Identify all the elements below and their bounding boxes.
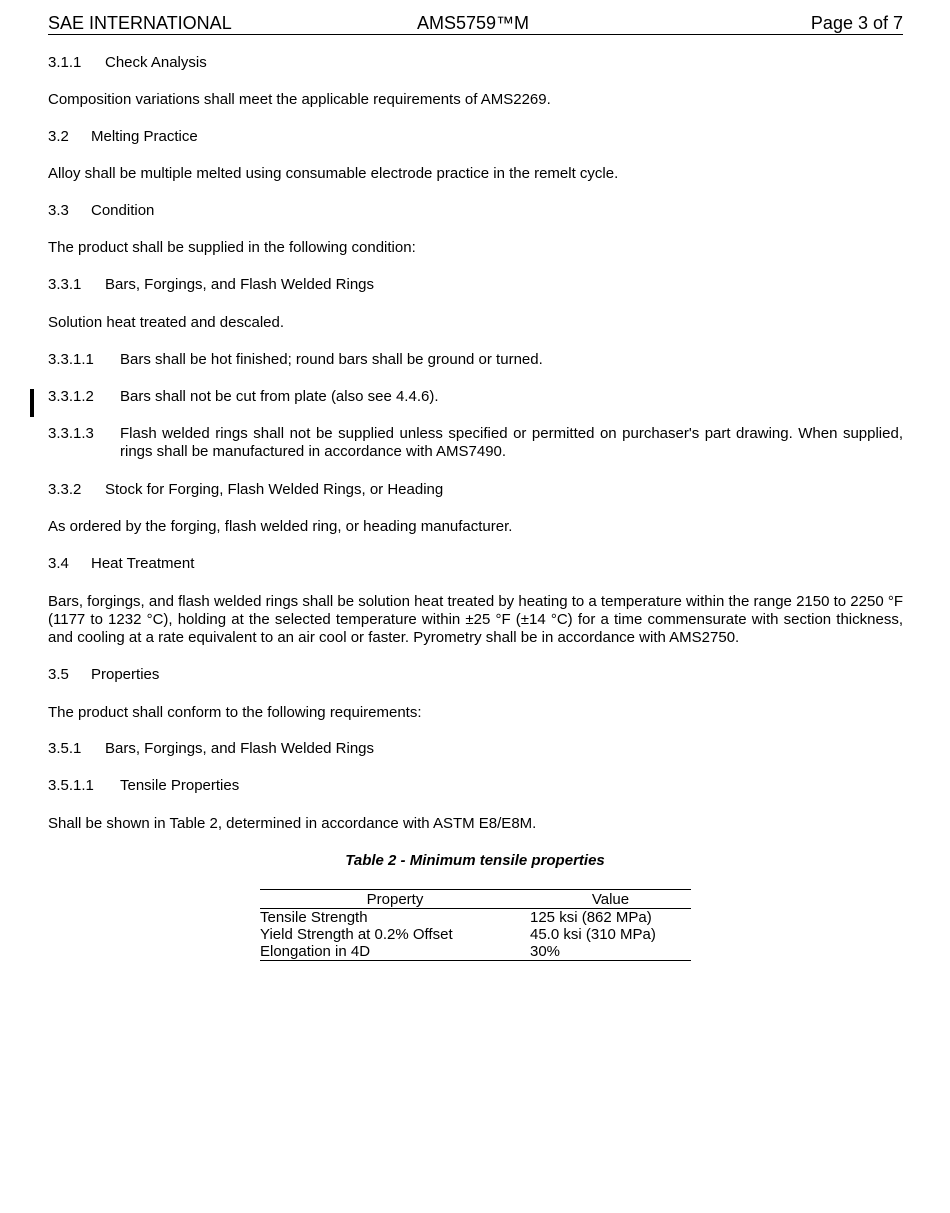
property-cell: Elongation in 4D bbox=[260, 943, 530, 961]
section-number: 3.2 bbox=[48, 128, 69, 145]
paragraph-3-3-1: Solution heat treated and descaled. bbox=[48, 314, 285, 331]
table-row bbox=[260, 909, 691, 927]
section-number: 3.3.1.1 bbox=[48, 351, 94, 368]
paragraph-3-5-1-1: Shall be shown in Table 2, determined in accordance with ASTM E8/E8M. bbox=[48, 815, 537, 832]
table-caption: Table 2 - Minimum tensile properties bbox=[345, 852, 605, 869]
header-organization: SAE INTERNATIONAL bbox=[48, 13, 232, 33]
section-title: Melting Practice bbox=[91, 128, 198, 145]
header-page-number: Page 3 of 7 bbox=[810, 13, 903, 33]
section-title: Check Analysis bbox=[105, 54, 207, 71]
section-number: 3.1.1 bbox=[48, 54, 82, 71]
section-title: Bars, Forgings, and Flash Welded Rings bbox=[105, 740, 375, 757]
property-cell: Tensile Strength bbox=[260, 909, 368, 926]
section-number: 3.3.1.3 bbox=[48, 425, 94, 442]
heading-3-3-1 bbox=[48, 276, 903, 294]
item-3-3-1-3 bbox=[48, 425, 903, 461]
item-3-3-1-2 bbox=[48, 388, 903, 406]
table-header-row bbox=[260, 890, 691, 909]
section-title: Condition bbox=[91, 202, 155, 219]
heading-3-3-2 bbox=[48, 481, 903, 499]
section-number: 3.3 bbox=[48, 202, 69, 219]
item-3-3-1-1 bbox=[48, 351, 903, 369]
section-number: 3.5.1.1 bbox=[48, 777, 94, 794]
paragraph-3-1-1: Composition variations shall meet the applicable requirements of AMS2269. bbox=[48, 91, 551, 108]
heading-3-2 bbox=[48, 128, 903, 146]
section-number: 3.3.1.2 bbox=[48, 388, 94, 405]
paragraph-3-3-2: As ordered by the forging, flash welded ring, or heading manufacturer. bbox=[48, 518, 513, 535]
paragraph-3-3: The product shall be supplied in the following condition: bbox=[48, 239, 416, 256]
section-number: 3.5.1 bbox=[48, 740, 82, 757]
heading-3-1-1 bbox=[48, 54, 903, 72]
heading-3-5 bbox=[48, 666, 903, 684]
column-header-value: Value bbox=[530, 890, 691, 909]
section-number: 3.3.2 bbox=[48, 481, 82, 498]
header-document-number: AMS5759™M bbox=[417, 13, 530, 33]
heading-3-5-1-1 bbox=[48, 777, 903, 795]
revision-change-bar bbox=[30, 389, 34, 417]
section-title: Tensile Properties bbox=[120, 777, 240, 794]
table-row bbox=[260, 926, 691, 943]
item-text: Flash welded rings shall not be supplied unless specified or permitted on purchaser's part drawing. When supplied, rings shall be manufactured in accordance with AMS7490. bbox=[120, 425, 903, 460]
heading-3-4 bbox=[48, 555, 903, 573]
item-text: Bars shall be hot finished; round bars shall be ground or turned. bbox=[120, 351, 543, 368]
page-header bbox=[48, 12, 903, 35]
table-row bbox=[260, 943, 691, 961]
paragraph-3-2: Alloy shall be multiple melted using consumable electrode practice in the remelt cycle. bbox=[48, 165, 619, 182]
paragraph-3-4: Bars, forgings, and flash welded rings shall be solution heat treated by heating to a temperature within the range 2150 to 2250 °F (1177 to 1232 °C), holding at the selected temperature within ±25 °F (±14 °C) for a time commensurate with section thickness, and cooling at a rate equivalent to an air cool or faster. Pyrometry shall be in accordance with AMS2750. bbox=[48, 593, 903, 646]
section-title: Bars, Forgings, and Flash Welded Rings bbox=[105, 276, 375, 293]
section-title: Properties bbox=[91, 666, 160, 683]
heading-3-5-1 bbox=[48, 740, 903, 758]
section-number: 3.3.1 bbox=[48, 276, 82, 293]
section-number: 3.4 bbox=[48, 555, 69, 572]
paragraph-3-5: The product shall conform to the following requirements: bbox=[48, 704, 422, 721]
column-header-property: Property bbox=[260, 890, 530, 909]
value-cell: 45.0 ksi (310 MPa) bbox=[530, 926, 656, 943]
section-title: Stock for Forging, Flash Welded Rings, or Heading bbox=[105, 481, 444, 498]
item-text: Bars shall not be cut from plate (also see 4.4.6). bbox=[120, 388, 439, 405]
tensile-properties-table bbox=[260, 889, 691, 961]
section-number: 3.5 bbox=[48, 666, 69, 683]
section-title: Heat Treatment bbox=[91, 555, 195, 572]
heading-3-3 bbox=[48, 202, 903, 220]
property-cell: Yield Strength at 0.2% Offset bbox=[260, 926, 453, 943]
value-cell: 125 ksi (862 MPa) bbox=[530, 909, 652, 926]
value-cell: 30% bbox=[530, 943, 691, 961]
